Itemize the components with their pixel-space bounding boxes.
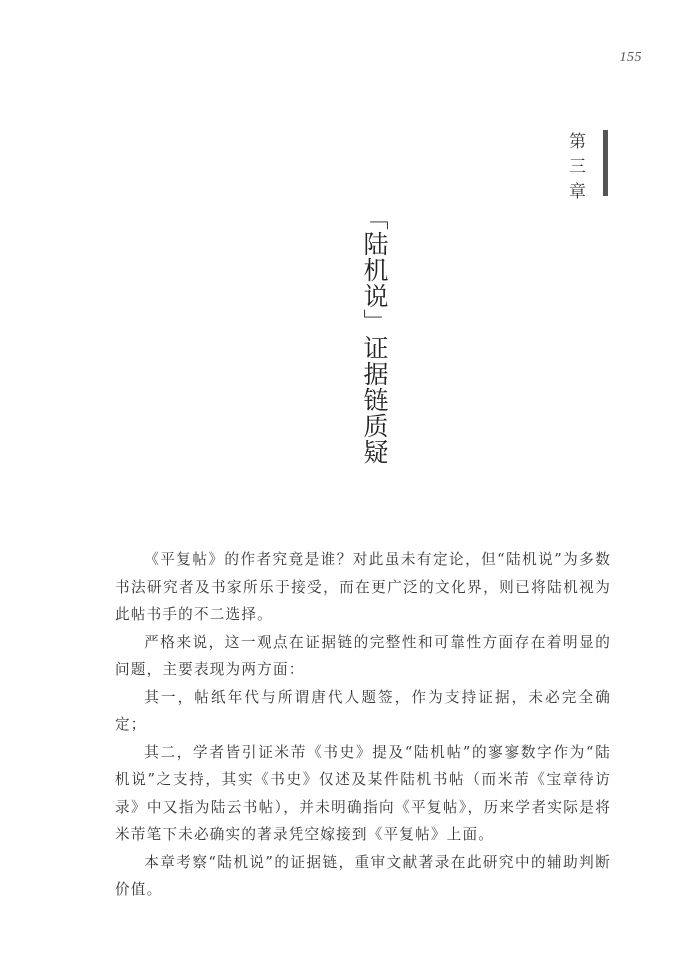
- paragraph: 其一，帖纸年代与所谓唐代人题签，作为支持证据，未必完全确定；: [115, 688, 611, 733]
- body-text: [115, 546, 611, 904]
- paragraph: 其二，学者皆引证米芾《书史》提及“陆机帖”的寥寥数字作为“陆机说”之支持，其实《书史》仅述及某件陆机书帖（而米芾《宝章待访录》中又指为陆云书帖），并未明确指向《平复帖》，历来学者实际是将米芾笔下未必确实的著录凭空嫁接到《平复帖》上面。: [115, 743, 611, 843]
- paragraph: 《平复帖》的作者究竟是谁？对此虽未有定论，但“陆机说”为多数书法研究者及书家所乐于接受，而在更广泛的文化界，则已将陆机视为此帖书手的不二选择。: [115, 551, 611, 623]
- page-number: 155: [619, 50, 642, 65]
- paragraph: 本章考察“陆机说”的证据链，重审文献著录在此研究中的辅助判断价值。: [115, 853, 611, 898]
- chapter-divider-bar: [603, 130, 608, 196]
- chapter-title: 「陆机说」证据链质疑: [360, 205, 389, 465]
- paragraph: 严格来说，这一观点在证据链的完整性和可靠性方面存在着明显的问题，主要表现为两方面：: [115, 633, 611, 678]
- chapter-label: 第三章: [565, 132, 585, 207]
